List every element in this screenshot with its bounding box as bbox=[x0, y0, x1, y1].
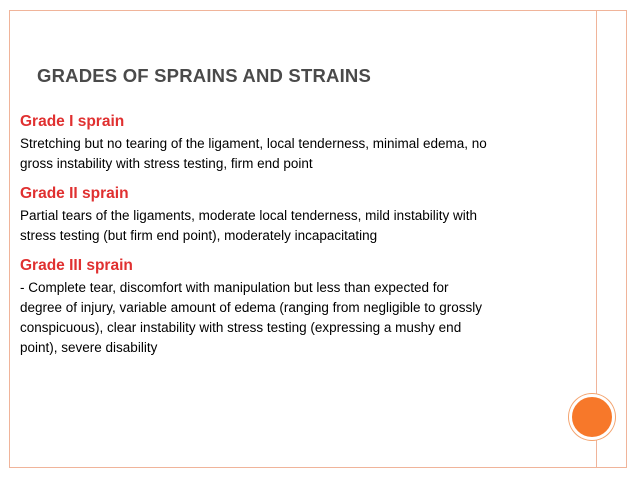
grade-3-description: - Complete tear, discomfort with manipulation but less than expected for degree of injury, variable amount of edema (ranging from negligible to grossly conspicuous), clear instability with stress testing (expressing a mushy end point), severe disability bbox=[20, 280, 482, 355]
grade-2-heading: Grade II sprain bbox=[20, 185, 129, 202]
grade-2-description: Partial tears of the ligaments, moderate local tenderness, mild instability with stress testing (but firm end point), moderately incapacitating bbox=[20, 208, 477, 243]
grade-1-heading: Grade I sprain bbox=[20, 113, 125, 130]
grade-3-heading: Grade III sprain bbox=[20, 257, 133, 274]
grade-2-section bbox=[20, 184, 490, 246]
grade-1-section bbox=[20, 112, 490, 174]
grade-1-description: Stretching but no tearing of the ligament, local tenderness, minimal edema, no gross instability with stress testing, firm end point bbox=[20, 136, 487, 171]
slide-title: GRADES OF SPRAINS AND STRAINS bbox=[37, 65, 372, 86]
accent-circle bbox=[569, 394, 615, 440]
grade-3-section bbox=[20, 256, 490, 358]
slide-content bbox=[20, 112, 490, 368]
